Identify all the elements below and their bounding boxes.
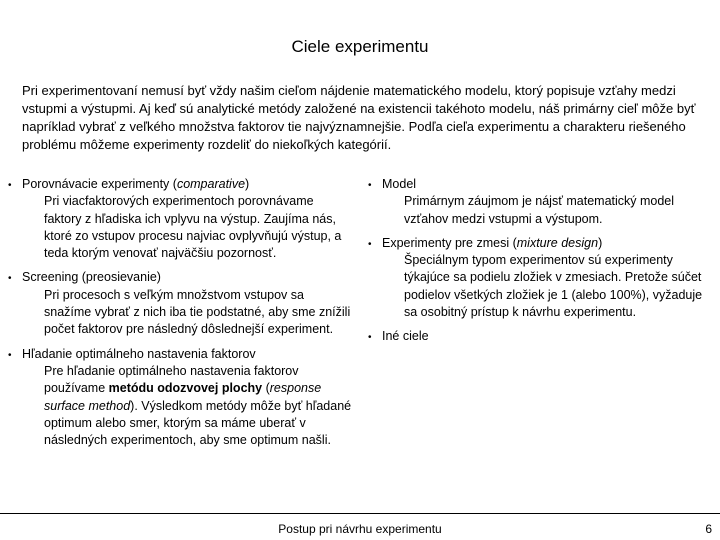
bullet-icon: • (8, 273, 12, 285)
item-description: Pri procesoch s veľkým množstvom vstupov sa snažíme vybrať z nich iba tie podstatné, aby sme znížili počet faktorov pre následný dôslednejší experiment. (44, 287, 351, 337)
intro-paragraph: Pri experimentovaní nemusí byť vždy našim cieľom nájdenie matematického modelu, ktorý popisuje vzťahy medzi vstupmi a výstupmi. Aj keď sú analytické metódy založené na existencii takéhoto modelu, náš primárny cieľ môže byť napríklad vybrať z veľkého množstva faktorov tie najvýznamnejšie. Podľa cieľa experimentu a charakteru riešeného problému môžeme experimenty rozdeliť do niekoľkých kategórií. (22, 83, 696, 152)
item-heading: Experimenty pre zmesi (mixture design) (382, 235, 603, 250)
list-item (368, 235, 714, 321)
slide-title: Ciele experimentu (291, 37, 429, 56)
page-number: 6 (705, 522, 712, 536)
item-description: Pre hľadanie optimálneho nastavenia faktorov používame metódu odozvovej plochy (response surface method). Výsledkom metódy môže byť hľadané optimum alebo smer, ktorým sa máme uberať v následných experimentoch, aby sme optimum našli. (44, 363, 352, 448)
bullet-icon: • (8, 349, 12, 361)
item-description: Pri viacfaktorových experimentoch porovnávame faktory z hľadiska ich vplyvu na výstup. Zaujíma nás, ktoré zo vstupov procesu najviac ovplyvňujú výstup, a teda ktorým venovať najväčšiu pozornosť. (44, 194, 342, 261)
item-description: Špeciálnym typom experimentov sú experimenty týkajúce sa podielu zložiek v zmesiach. Pretože súčet podielov všetkých zložiek je 1 (alebo 100%), vyžaduje sa osobitný prístup k návrhu experimentu. (404, 253, 703, 320)
bullet-icon: • (368, 238, 372, 250)
footer-text: Postup pri návrhu experimentu (278, 522, 442, 536)
left-column (8, 176, 360, 456)
list-item (8, 346, 360, 450)
item-heading: Porovnávacie experimenty (comparative) (22, 177, 250, 191)
list-item (368, 328, 714, 346)
emphasis-text: metódu odozvovej plochy (108, 381, 263, 396)
right-column (368, 176, 714, 354)
bullet-icon: • (368, 332, 372, 344)
list-item (8, 269, 360, 338)
item-heading: Model (382, 177, 417, 191)
list-item (368, 176, 714, 228)
bullet-icon: • (368, 180, 372, 191)
item-heading: Screening (preosievanie) (22, 270, 161, 285)
footer-divider (0, 513, 720, 514)
item-heading: Hľadanie optimálneho nastavenia faktorov (22, 346, 256, 361)
bullet-icon: • (8, 180, 12, 191)
list-item (8, 176, 360, 262)
item-description: Primárnym záujmom je nájsť matematický model vzťahov medzi vstupmi a výstupom. (404, 194, 675, 226)
item-heading: Iné ciele (382, 329, 429, 344)
